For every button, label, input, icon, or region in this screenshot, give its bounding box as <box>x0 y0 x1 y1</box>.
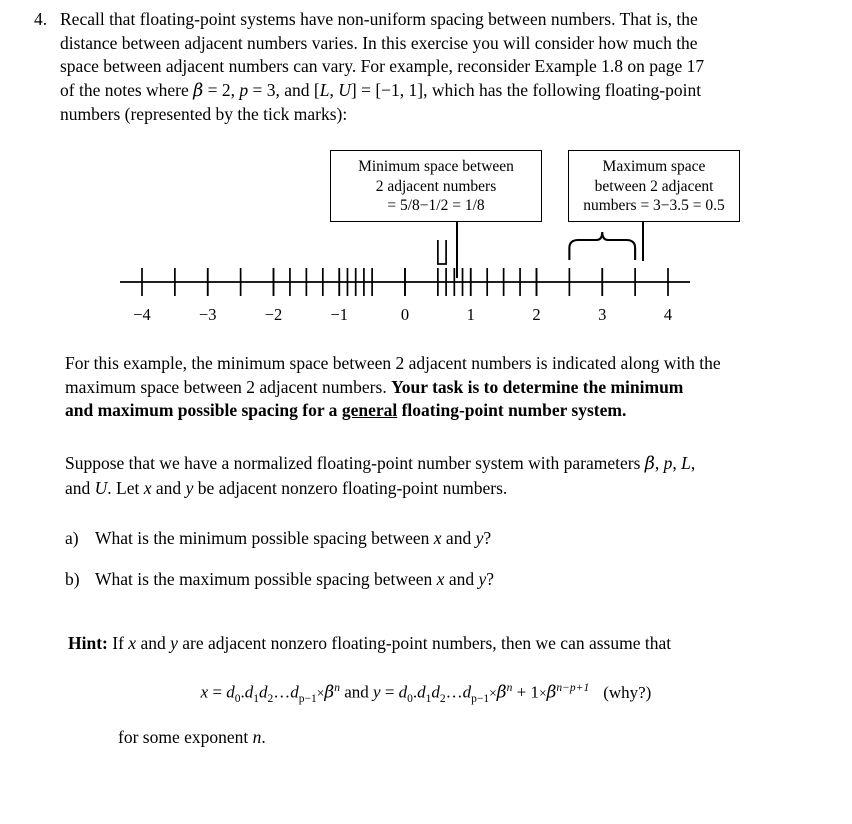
item-b-3: ? <box>486 569 495 589</box>
formula-d2-b: d <box>431 682 440 702</box>
suppose-2d: be adjacent nonzero floating-point numbers. <box>193 477 508 498</box>
formula-d1: d <box>244 682 254 702</box>
item-b-1: What is the maximum possible spacing between <box>95 569 437 589</box>
emphasis-general: general <box>341 400 398 420</box>
forthis-bold-2a: and maximum possible spacing for a <box>65 400 342 420</box>
formula-ellipsis-1: … <box>273 682 291 702</box>
forsome-1: for some exponent <box>118 727 253 747</box>
forthis-line-2-plain: maximum space between 2 adjacent numbers. <box>65 376 392 397</box>
item-b-x: x <box>436 569 445 589</box>
question-line-5: numbers (represented by the tick marks): <box>60 104 348 124</box>
callout-max-line-1: Maximum space <box>602 158 706 175</box>
item-a-1: What is the minimum possible spacing between <box>95 528 434 548</box>
q-l4-e: ] = [−1, 1], which has the following floating-point <box>350 79 702 100</box>
hint-2: and <box>136 633 171 653</box>
suppose-U: U <box>94 477 108 498</box>
formula-sub-p: p−1 <box>298 693 317 706</box>
formula-d0-b: d <box>398 682 408 702</box>
subquestion-b-label: b) <box>65 569 80 589</box>
item-a-y: y <box>475 528 484 548</box>
question-line-3: space between adjacent numbers can vary. For example, reconsider Example 1.8 on page 17 <box>60 56 705 76</box>
q-l4-c: = 3, and [ <box>248 79 320 100</box>
formula-times-1: × <box>316 685 325 701</box>
item-b-2: and <box>444 569 479 589</box>
callout-min-line-2: 2 adjacent numbers <box>375 177 497 195</box>
item-a-3: ? <box>483 528 492 548</box>
suppose-1a: Suppose that we have a normalized floating-point number system with parameters <box>65 453 645 473</box>
suppose-2b: . Let <box>107 477 144 498</box>
suppose-2c: and <box>151 477 186 498</box>
suppose-1c: , <box>672 453 682 473</box>
formula-beta-2: β <box>496 682 507 703</box>
axis-tick-label: 4 <box>663 305 673 324</box>
callout-max-line-3: numbers = 3−3.5 = 0.5 <box>583 197 725 214</box>
formula-sub-1: 1 <box>253 693 260 706</box>
formula-sub-0: 0 <box>234 693 241 706</box>
suppose-L: L <box>681 453 691 473</box>
subquestion-a-label: a) <box>65 528 79 548</box>
formula-eq-2: = <box>380 682 399 702</box>
callout-max-line-2: between 2 adjacent <box>594 177 714 195</box>
hint-3: are adjacent nonzero floating-point numbers, then we can assume that <box>177 633 672 653</box>
suppose-line-1 <box>65 452 840 477</box>
item-a-x: x <box>433 528 442 548</box>
question-text <box>60 8 834 127</box>
formula-and: and <box>339 682 374 702</box>
formula-x: x <box>200 682 209 702</box>
formula-sub-0-b: 0 <box>407 693 413 706</box>
subquestion-b <box>65 568 840 592</box>
suppose-beta: β <box>644 454 655 474</box>
q-l4-b: = 2, <box>203 79 240 100</box>
axis-tick-label: −4 <box>133 305 151 324</box>
subquestion-a <box>65 527 840 551</box>
paragraph-for-some-exponent <box>118 726 818 750</box>
formula-ellipsis-2: … <box>445 682 463 702</box>
formula-sub-2: 2 <box>267 693 274 706</box>
q-l4-d: , <box>329 79 339 100</box>
formula-beta-1: β <box>324 682 335 703</box>
suppose-x: x <box>143 477 152 498</box>
q-l4-a: of the notes where <box>60 79 194 100</box>
forthis-bold-1: Your task is to determine the minimum <box>391 376 684 397</box>
subquestion-b-text <box>95 568 494 592</box>
suppose-2a: and <box>65 477 95 498</box>
paragraph-for-this-example <box>65 352 840 423</box>
formula-dot-2: . <box>412 682 418 702</box>
formula-sup-n-2: n <box>506 682 513 694</box>
formula-plus: + 1 <box>512 682 539 702</box>
axis-tick-label: −3 <box>198 305 217 324</box>
formula-d0: d <box>226 682 235 702</box>
axis-tick-label: −1 <box>330 305 349 324</box>
suppose-p: p <box>663 453 673 473</box>
callout-min-line-1: Minimum space between <box>358 158 514 175</box>
formula-y: y <box>373 682 381 702</box>
formula-sub-2-b: 2 <box>439 693 446 706</box>
formula-sup-np: n−p+1 <box>556 682 590 694</box>
formula-times-2: × <box>489 685 497 701</box>
param-L: L <box>319 79 330 100</box>
axis-tick-label: 3 <box>598 305 607 324</box>
figure-number-line <box>0 140 852 340</box>
number-line-svg <box>0 140 852 340</box>
question-block <box>34 8 834 127</box>
formula-sub-p-b: p−1 <box>471 693 490 706</box>
param-U: U <box>338 79 351 100</box>
suppose-1d: , <box>690 453 696 473</box>
formula-sub-1-b: 1 <box>425 693 432 706</box>
hint-y: y <box>170 633 178 653</box>
subquestion-a-text <box>95 527 491 551</box>
axis-tick-label: 1 <box>466 305 475 324</box>
formula-d2: d <box>259 682 268 702</box>
question-line-1: Recall that floating-point systems have non-uniform spacing between numbers. That is, the <box>60 9 698 29</box>
forsome-2: . <box>261 727 266 747</box>
hint-1: If <box>107 633 129 653</box>
formula-dp-b: d <box>462 682 472 702</box>
formula-d1-b: d <box>417 682 426 702</box>
question-number: 4. <box>34 9 48 29</box>
paragraph-hint <box>68 632 840 656</box>
formula-sup-n-1: n <box>334 682 340 694</box>
suppose-y: y <box>185 477 194 498</box>
hint-line <box>68 632 840 656</box>
minimum-spacing-bracket <box>438 240 446 264</box>
formula-beta-3: β <box>546 682 557 703</box>
question-line-2: distance between adjacent numbers varies. In this exercise you will consider how much the <box>60 32 698 53</box>
hint-x: x <box>128 633 137 653</box>
suppose-line-2 <box>65 477 840 501</box>
paragraph-suppose <box>65 452 840 500</box>
formula-dot-1: . <box>240 682 245 702</box>
item-b-y: y <box>478 569 487 589</box>
forthis-bold-2b: floating-point number system. <box>397 400 627 420</box>
hint-label: Hint: <box>68 633 108 653</box>
formula-times-3: × <box>538 685 547 701</box>
formula-why: (why?) <box>603 682 652 702</box>
forthis-line-1: For this example, the minimum space between 2 adjacent numbers is indicated along with the <box>65 353 721 373</box>
axis-tick-label: 0 <box>400 305 410 324</box>
forthis-line-3 <box>65 399 840 423</box>
forsome-line <box>118 726 818 750</box>
beta-symbol: β <box>193 80 204 101</box>
axis-tick-label: −2 <box>264 305 283 324</box>
hint-formula <box>0 676 852 711</box>
callout-min-line-3: = 5/8−1/2 = 1/8 <box>387 197 485 214</box>
axis-tick-label: 2 <box>532 305 541 324</box>
maximum-spacing-bracket <box>569 232 635 260</box>
suppose-1b: , <box>654 453 664 473</box>
forsome-n: n <box>252 727 262 747</box>
item-a-2: and <box>441 528 476 548</box>
formula-dp: d <box>290 682 299 702</box>
forthis-line-2 <box>65 376 840 400</box>
question-line-4 <box>60 79 834 104</box>
param-p: p <box>239 79 249 100</box>
formula-eq-1: = <box>208 682 227 702</box>
